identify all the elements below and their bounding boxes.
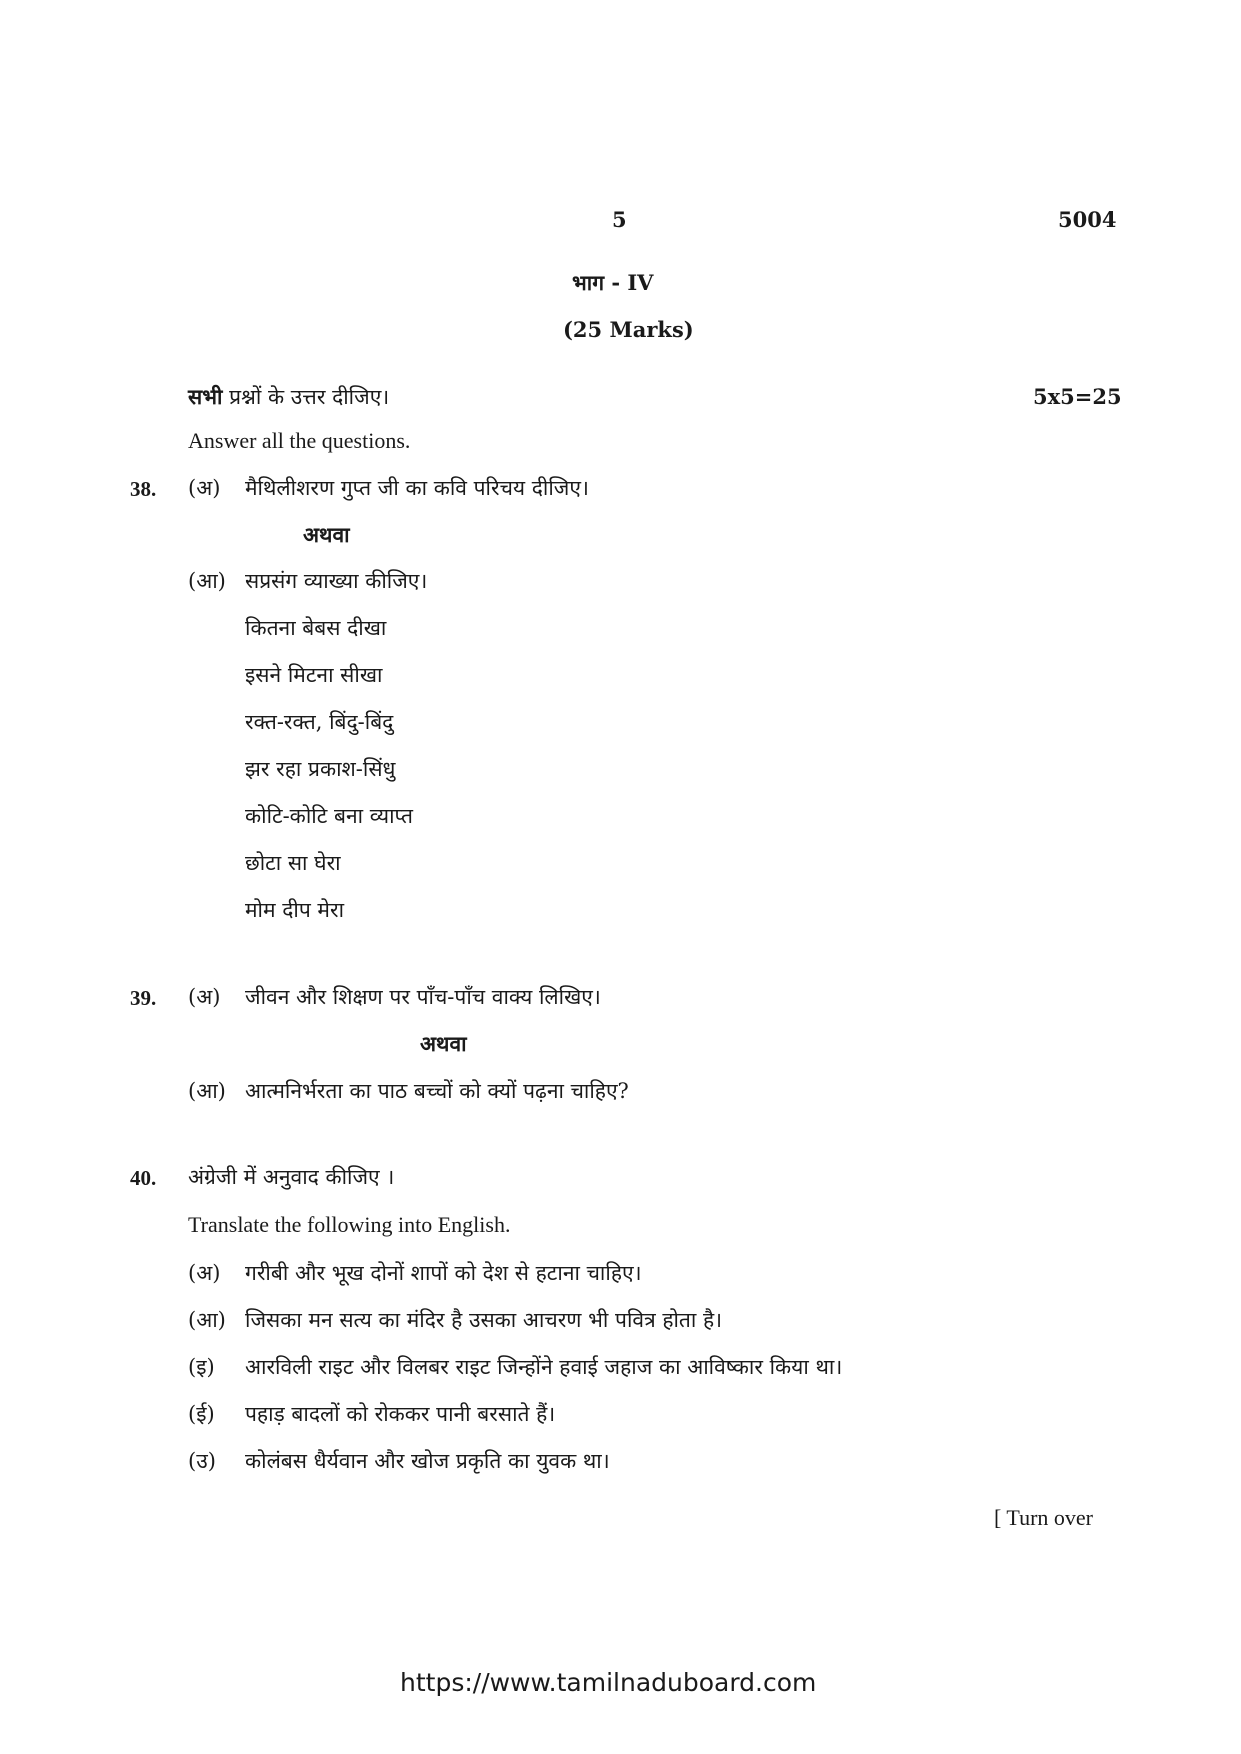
poem-line: इसने मिटना सीखा (245, 663, 383, 687)
instruction-bold-word: सभी (188, 384, 223, 409)
poem-line: मोम दीप मेरा (245, 898, 345, 922)
section-title: भाग - IV (572, 270, 654, 295)
q40-item-text: गरीबी और भूख दोनों शापों को देश से हटाना चाहिए। (245, 1261, 642, 1285)
instruction-rest: प्रश्नों के उत्तर दीजिए। (222, 385, 390, 409)
q39-or: अथवा (420, 1031, 467, 1056)
q40-item-text: पहाड़ बादलों को रोककर पानी बरसाते हैं। (245, 1402, 556, 1426)
q39-option-b-text: आत्मनिर्भरता का पाठ बच्चों को क्यों पढ़ना चाहिए? (245, 1079, 629, 1103)
page-number: 5 (612, 207, 627, 232)
q40-item-label: (आ) (188, 1308, 226, 1332)
paper-code: 5004 (1058, 207, 1117, 232)
instruction-hindi (188, 383, 389, 411)
question-39-number: 39. (130, 986, 157, 1010)
question-38-number: 38. (130, 477, 157, 501)
q40-item-text: कोलंबस धैर्यवान और खोज प्रकृति का युवक था। (245, 1449, 610, 1473)
turn-over-note: [ Turn over (994, 1505, 1094, 1530)
q40-item-label: (इ) (188, 1355, 215, 1379)
q40-item-label: (ई) (188, 1402, 215, 1426)
q40-title-english: Translate the following into English. (188, 1212, 511, 1237)
q40-title: अंग्रेजी में अनुवाद कीजिए । (188, 1165, 395, 1189)
q40-item-label: (उ) (188, 1449, 216, 1473)
q38-or: अथवा (303, 522, 350, 547)
section-marks: (25 Marks) (563, 317, 694, 342)
q38-option-a-label: (अ) (188, 476, 221, 500)
q40-item-text: जिसका मन सत्य का मंदिर है उसका आचरण भी पवित्र होता है। (245, 1308, 723, 1332)
instruction-english: Answer all the questions. (188, 428, 411, 453)
poem-line: कितना बेबस दीखा (245, 616, 387, 640)
q38-option-b-text: सप्रसंग व्याख्या कीजिए। (245, 569, 428, 593)
poem-line: छोटा सा घेरा (245, 851, 341, 875)
q39-option-a-label: (अ) (188, 985, 221, 1009)
question-40-number: 40. (130, 1166, 157, 1190)
footer-url[interactable]: https://www.tamilnaduboard.com (400, 1668, 817, 1697)
poem-line: कोटि-कोटि बना व्याप्त (245, 804, 413, 828)
q40-item-label: (अ) (188, 1261, 221, 1285)
poem-line: रक्त-रक्त, बिंदु-बिंदु (245, 710, 394, 734)
q38-option-b-label: (आ) (188, 569, 226, 593)
section-score: 5x5=25 (1033, 384, 1122, 409)
q38-option-a-text: मैथिलीशरण गुप्त जी का कवि परिचय दीजिए। (245, 476, 589, 500)
q39-option-a-text: जीवन और शिक्षण पर पाँच-पाँच वाक्य लिखिए। (245, 985, 601, 1009)
q39-option-b-label: (आ) (188, 1079, 226, 1103)
q40-item-text: आरविली राइट और विलबर राइट जिन्होंने हवाई जहाज का आविष्कार किया था। (245, 1355, 843, 1379)
poem-line: झर रहा प्रकाश-सिंधु (245, 757, 396, 781)
